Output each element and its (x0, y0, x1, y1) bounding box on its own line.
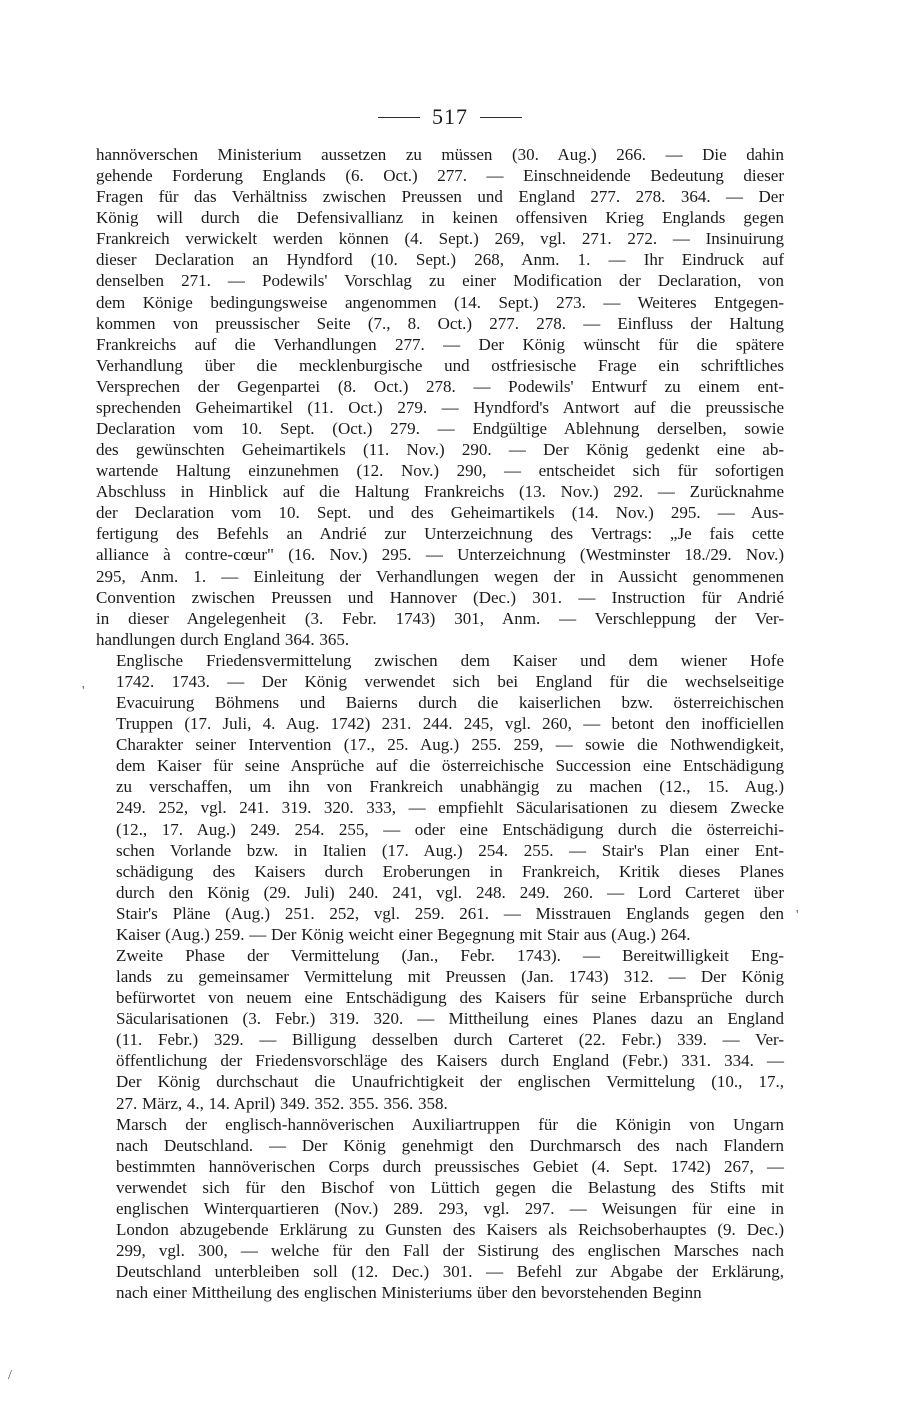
text-line: 1742. 1743. — Der König verwendet sich bei England für die wechselseitige (116, 671, 784, 691)
header-rule-right (480, 117, 522, 118)
text-line: sprechenden Geheimartikel (11. Oct.) 279. — Hyndford's Antwort auf die preussische (96, 397, 784, 417)
text-line: Säcularisationen (3. Febr.) 319. 320. — Mittheilung eines Planes dazu an England (116, 1009, 784, 1029)
text-line: kommen von preussischer Seite (7., 8. Oct.) 277. 278. — Einfluss der Haltung (96, 313, 784, 333)
text-line: Zweite Phase der Vermittelung (Jan., Febr. 1743). — Bereitwilligkeit Eng- (116, 945, 784, 965)
margin-tick-mark: ' (796, 908, 799, 923)
text-line: 299, vgl. 300, — welche für den Fall der Sistirung des englischen Marsches nach (116, 1241, 784, 1261)
text-line: handlungen durch England 364. 365. (96, 629, 350, 649)
page-number: 517 (432, 104, 468, 129)
text-line: wartende Haltung einzunehmen (12. Nov.) 290, — entscheidet sich für sofortigen (96, 461, 784, 481)
text-line: Frankreich verwickelt werden können (4. Sept.) 269, vgl. 271. 272. — Insinuirung (96, 229, 784, 249)
text-line: Frankreichs auf die Verhandlungen 277. — Der König wünscht für die spätere (96, 334, 784, 354)
text-line: Englische Friedensvermittelung zwischen dem Kaiser und dem wiener Hofe (116, 650, 784, 670)
text-line: des gewünschten Geheimartikels (11. Nov.) 290. — Der König gedenkt eine ab- (96, 440, 784, 460)
text-line: dem Kaiser für seine Ansprüche auf die österreichische Succession eine Entschädigung (116, 756, 784, 776)
text-line: Stair's Pläne (Aug.) 251. 252, vgl. 259. 261. — Misstrauen Englands gegen den (116, 903, 784, 923)
margin-tick-mark: / (8, 1368, 12, 1383)
text-line: nach Deutschland. — Der König genehmigt den Durchmarsch des nach Flandern (116, 1135, 784, 1155)
text-line: schen Vorlande bzw. in Italien (17. Aug.) 254. 255. — Stair's Plan einer Ent- (116, 840, 784, 860)
text-line: Verhandlung über die mecklenburgische und ostfriesische Frage ein schriftliches (96, 355, 784, 375)
text-line: Charakter seiner Intervention (17., 25. Aug.) 255. 259, — sowie die Nothwendigkeit, (116, 735, 784, 755)
text-line: durch den König (29. Juli) 240. 241, vgl. 248. 249. 260. — Lord Carteret über (116, 882, 784, 902)
text-line: zu verschaffen, um ihn von Frankreich unabhängig zu machen (12., 15. Aug.) (116, 777, 784, 797)
text-line: in dieser Angelegenheit (3. Febr. 1743) 301, Anm. — Verschleppung der Ver- (96, 608, 784, 628)
text-line: 295, Anm. 1. — Einleitung der Verhandlungen wegen der in Aussicht genommenen (96, 566, 784, 586)
index-paragraph (96, 1114, 784, 1304)
text-line: gehende Forderung Englands (6. Oct.) 277. — Einschneidende Bedeutung dieser (96, 166, 784, 186)
text-line: Versprechen der Gegenpartei (8. Oct.) 278. — Podewils' Entwurf zu einem ent- (96, 376, 784, 396)
text-line: englischen Winterquartieren (Nov.) 289. 293, vgl. 297. — Weisungen für eine in (116, 1198, 784, 1218)
text-line: denselben 271. — Podewils' Vorschlag zu einer Modification der Declaration, von (96, 271, 784, 291)
index-body-text (96, 144, 784, 1303)
text-line: Fragen für das Verhältniss zwischen Preussen und England 277. 278. 364. — Der (96, 187, 784, 207)
text-line: der Declaration vom 10. Sept. und des Geheimartikels (14. Nov.) 295. — Aus- (96, 503, 784, 523)
text-line: Convention zwischen Preussen und Hannover (Dec.) 301. — Instruction für Andrié (96, 587, 784, 607)
text-line: Kaiser (Aug.) 259. — Der König weicht einer Begegnung mit Stair aus (Aug.) 264. (116, 924, 691, 944)
text-line: Truppen (17. Juli, 4. Aug. 1742) 231. 244. 245, vgl. 260, — betont den inofficiellen (116, 714, 784, 734)
text-line: fertigung des Befehls an Andrié zur Unterzeichnung des Vertrags: „Je fais cette (96, 524, 784, 544)
index-paragraph (96, 945, 784, 1114)
text-line: bestimmten hannöverischen Corps durch preussisches Gebiet (4. Sept. 1742) 267, — (116, 1156, 784, 1176)
text-line: 249. 252, vgl. 241. 319. 320. 333, — empfiehlt Säcularisationen zu diesem Zwecke (116, 798, 784, 818)
index-paragraph (96, 144, 784, 650)
text-line: verwendet sich für den Bischof von Lüttich gegen die Belastung des Stifts mit (116, 1177, 784, 1197)
index-paragraph (96, 650, 784, 945)
text-line: (12., 17. Aug.) 249. 254. 255, — oder eine Entschädigung durch die österreichi- (116, 819, 784, 839)
text-line: alliance à contre-cœur" (16. Nov.) 295. — Unterzeichnung (Westminster 18./29. Nov.) (96, 545, 784, 565)
text-line: dieser Declaration an Hyndford (10. Sept.) 268, Anm. 1. — Ihr Eindruck auf (96, 250, 784, 270)
text-line: Der König durchschaut die Unaufrichtigkeit der englischen Vermittelung (10., 17., (116, 1072, 784, 1092)
text-line: Declaration vom 10. Sept. (Oct.) 279. — Endgültige Ablehnung derselben, sowie (96, 419, 784, 439)
running-header (0, 102, 900, 132)
text-line: Marsch der englisch-hannöverischen Auxiliartruppen für die Königin von Ungarn (116, 1114, 784, 1134)
margin-tick-mark: ' (82, 684, 85, 699)
text-line: Abschluss in Hinblick auf die Haltung Frankreichs (13. Nov.) 292. — Zurücknahme (96, 482, 784, 502)
text-line: König will durch die Defensivallianz in keinen offensiven Krieg Englands gegen (96, 208, 784, 228)
text-line: schädigung des Kaisers durch Eroberungen in Frankreich, Kritik dieses Planes (116, 861, 784, 881)
text-line: 27. März, 4., 14. April) 349. 352. 355. 356. 358. (116, 1093, 448, 1113)
text-line: befürwortet von neuem eine Entschädigung des Kaisers für seine Erbansprüche durch (116, 988, 784, 1008)
text-line: (11. Febr.) 329. — Billigung desselben durch Carteret (22. Febr.) 339. — Ver- (116, 1030, 784, 1050)
text-line: öffentlichung der Friedensvorschläge des Kaisers durch England (Febr.) 331. 334. — (116, 1051, 784, 1071)
text-line: hannöverschen Ministerium aussetzen zu müssen (30. Aug.) 266. — Die dahin (96, 145, 784, 164)
header-rule-left (378, 117, 420, 118)
text-line: dem Könige bedingungsweise angenommen (14. Sept.) 273. — Weiteres Entgegen- (96, 292, 784, 312)
text-line: lands zu gemeinsamer Vermittelung mit Preussen (Jan. 1743) 312. — Der König (116, 967, 784, 987)
text-line: London abzugebende Erklärung zu Gunsten des Kaisers als Reichsoberhauptes (9. Dec.) (116, 1219, 784, 1239)
text-line: Deutschland unterbleiben soll (12. Dec.) 301. — Befehl zur Abgabe der Erklärung, (116, 1262, 784, 1282)
text-line: Evacuirung Böhmens und Baierns durch die kaiserlichen bzw. österreichischen (116, 693, 784, 713)
text-line: nach einer Mittheilung des englischen Ministeriums über den bevorstehenden Beginn (116, 1283, 702, 1303)
